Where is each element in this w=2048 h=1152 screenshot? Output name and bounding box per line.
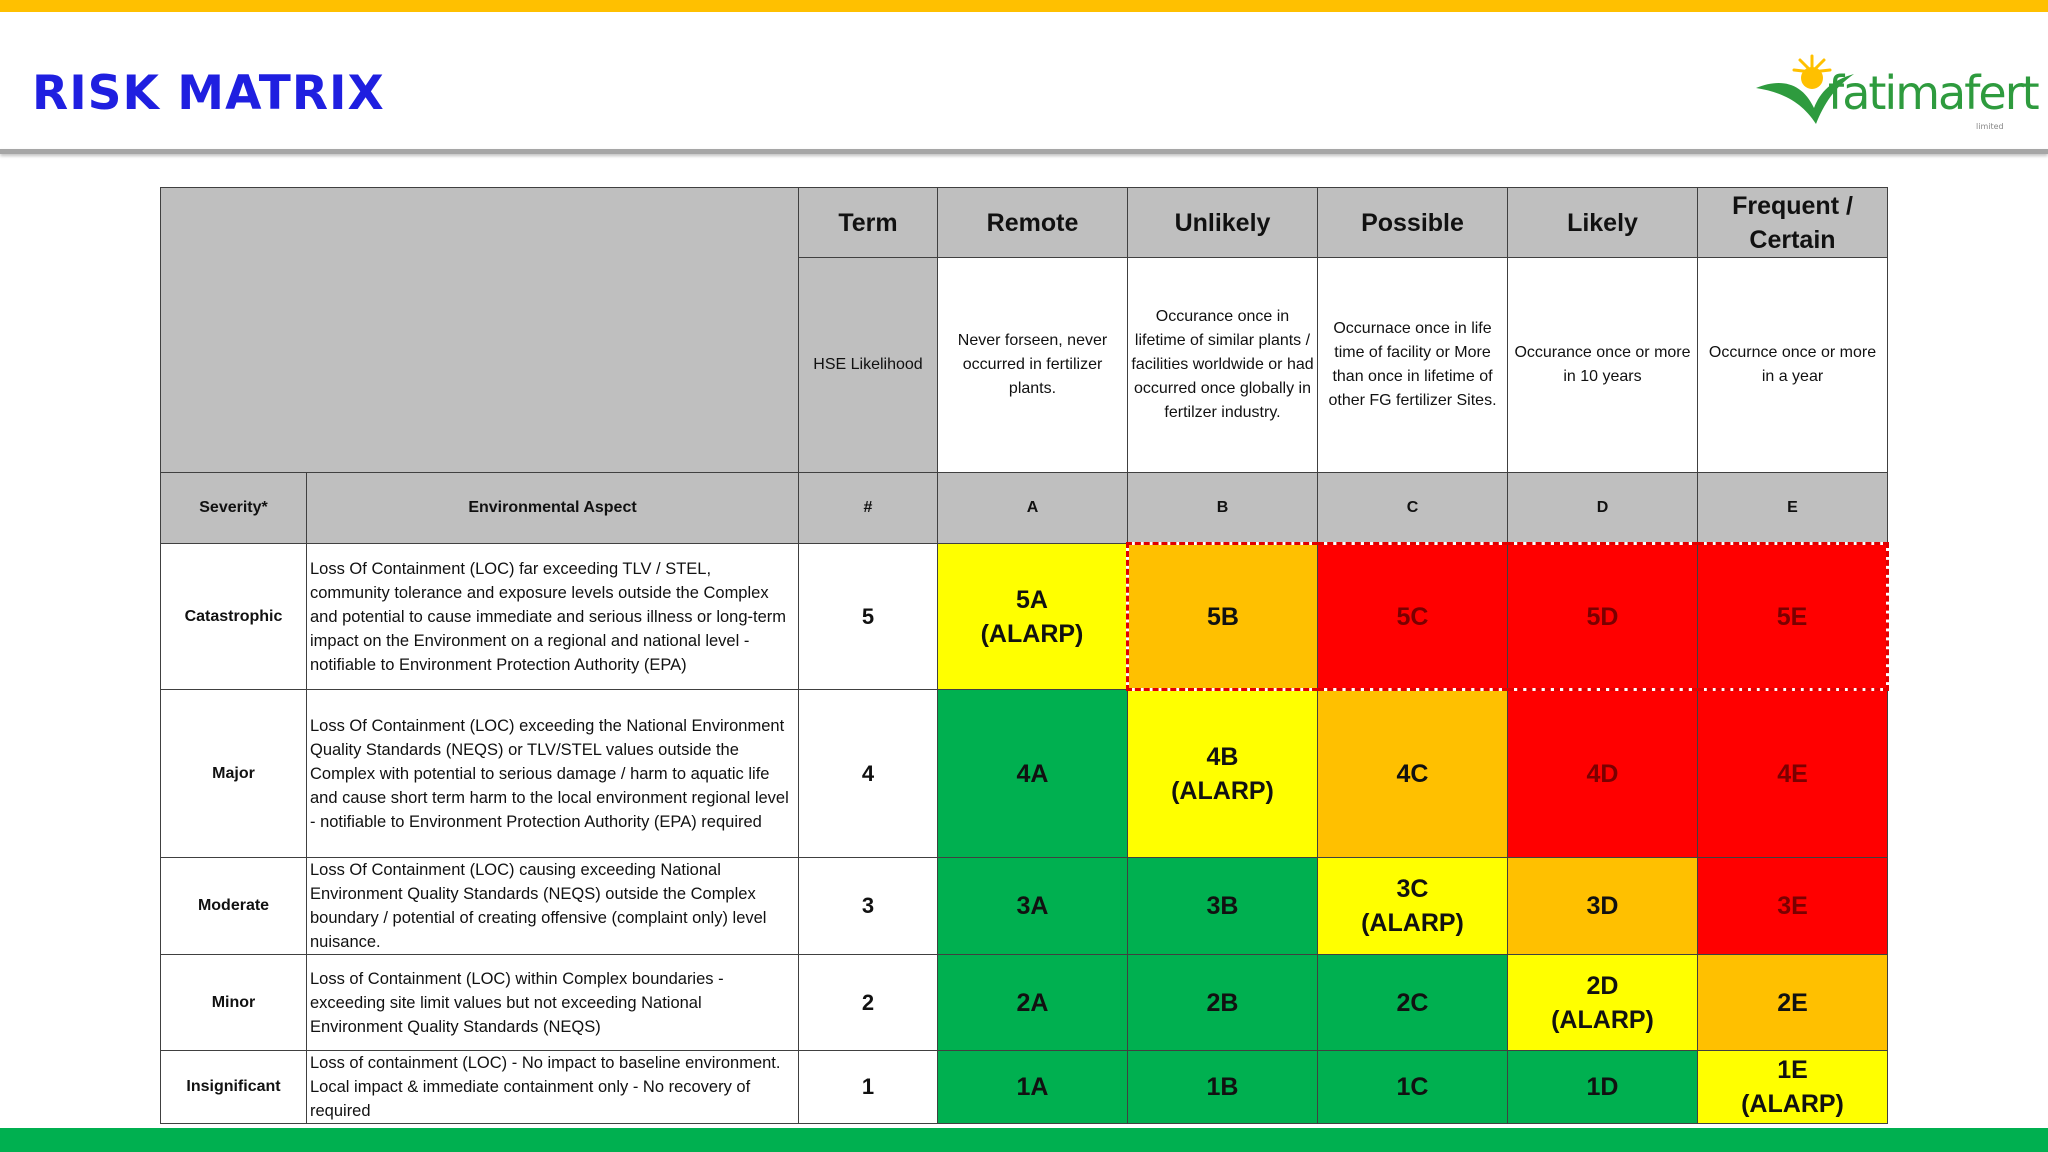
likelihood-description-b: Occurance once in lifetime of similar plants / facilities worldwide or had occurred once globally in fertilzer industry.	[1128, 258, 1318, 473]
severity-header: Severity*	[161, 473, 307, 544]
top-accent-bar	[0, 0, 2048, 12]
risk-cell-4e	[1698, 690, 1888, 858]
risk-code: 4C	[1396, 760, 1429, 788]
number-header: #	[799, 473, 938, 544]
risk-cell-3b	[1128, 858, 1318, 955]
severity-label: Major	[161, 690, 307, 858]
likelihood-description-c: Occurnace once in life time of facility or More than once in lifetime of other FG fertilizer Sites.	[1318, 258, 1508, 473]
risk-cell-5c	[1318, 544, 1508, 690]
risk-code: 1A	[1016, 1073, 1049, 1101]
likelihood-description-d: Occurance once or more in 10 years	[1508, 258, 1698, 473]
environmental-aspect-text: Loss of containment (LOC) - No impact to baseline environment. Local impact & immediate containment only - No recovery of required	[307, 1051, 799, 1124]
severity-row-1	[161, 1051, 1888, 1124]
header-divider	[0, 149, 2048, 154]
severity-row-4	[161, 690, 1888, 858]
risk-code: 3C	[1396, 875, 1429, 903]
risk-cell-3a	[938, 858, 1128, 955]
environmental-aspect-text: Loss of Containment (LOC) within Complex boundaries - exceeding site limit values but not exceeding National Environment Quality Standards (NEQS)	[307, 955, 799, 1051]
logo-wordmark: fatimafert	[1828, 66, 2038, 120]
column-label-row	[161, 473, 1888, 544]
likelihood-term-d: Likely	[1508, 188, 1698, 258]
risk-cell-4c	[1318, 690, 1508, 858]
likelihood-term-a: Remote	[938, 188, 1128, 258]
risk-cell-1a	[938, 1051, 1128, 1124]
likelihood-term-b: Unlikely	[1128, 188, 1318, 258]
likelihood-code-b: B	[1128, 473, 1318, 544]
likelihood-term-row	[161, 188, 1888, 258]
risk-cell-2e	[1698, 955, 1888, 1051]
risk-code: 2E	[1777, 988, 1808, 1017]
severity-label: Catastrophic	[161, 544, 307, 690]
risk-cell-1e	[1698, 1051, 1888, 1124]
likelihood-code-a: A	[938, 473, 1128, 544]
risk-matrix-table	[160, 187, 1889, 1124]
alarp-note: (ALARP)	[1551, 1005, 1654, 1034]
severity-number: 1	[799, 1051, 938, 1124]
risk-cell-2d	[1508, 955, 1698, 1051]
risk-code: 4A	[1016, 759, 1049, 788]
severity-label: Minor	[161, 955, 307, 1051]
alarp-note: (ALARP)	[1171, 777, 1274, 805]
risk-cell-2a	[938, 955, 1128, 1051]
risk-cell-2c	[1318, 955, 1508, 1051]
risk-cell-1d	[1508, 1051, 1698, 1124]
company-logo	[1750, 48, 2038, 134]
severity-label: Moderate	[161, 858, 307, 955]
risk-code: 5A	[1016, 585, 1048, 614]
risk-code: 2B	[1206, 988, 1239, 1017]
risk-cell-4a	[938, 690, 1128, 858]
risk-cell-5a	[938, 544, 1128, 690]
page-header	[0, 12, 2048, 150]
environmental-aspect-text: Loss Of Containment (LOC) far exceeding TLV / STEL, community tolerance and exposure levels outside the Complex and potential to cause immediate and serious illness or long-term impact on the Environment on a regional and national level - notifiable to Environment Protection Authority (EPA)	[307, 544, 799, 690]
risk-code: 4B	[1206, 743, 1239, 771]
severity-row-3	[161, 858, 1888, 955]
page-title: RISK MATRIX	[32, 66, 385, 121]
risk-code: 1E	[1777, 1056, 1808, 1084]
risk-code: 5C	[1396, 602, 1429, 631]
risk-cell-3c	[1318, 858, 1508, 955]
risk-code: 3A	[1016, 892, 1049, 920]
likelihood-term-c: Possible	[1318, 188, 1508, 258]
severity-number: 5	[799, 544, 938, 690]
risk-code: 1D	[1586, 1073, 1619, 1101]
risk-code: 5D	[1586, 602, 1619, 631]
severity-row-5	[161, 544, 1888, 690]
severity-number: 4	[799, 690, 938, 858]
risk-code: 1C	[1396, 1073, 1429, 1101]
risk-cell-4b	[1128, 690, 1318, 858]
risk-code: 2A	[1016, 988, 1049, 1017]
risk-cell-1c	[1318, 1051, 1508, 1124]
severity-row-2	[161, 955, 1888, 1051]
risk-cell-1b	[1128, 1051, 1318, 1124]
risk-cell-5e	[1698, 544, 1888, 690]
risk-cell-4d	[1508, 690, 1698, 858]
bottom-accent-bar	[0, 1128, 2048, 1152]
risk-code: 1B	[1206, 1073, 1239, 1101]
matrix-corner-blank	[161, 188, 799, 473]
likelihood-description-e: Occurnce once or more in a year	[1698, 258, 1888, 473]
logo-subtext: limited	[1976, 122, 2004, 131]
environmental-aspect-header: Environmental Aspect	[307, 473, 799, 544]
risk-code: 4D	[1586, 760, 1619, 788]
term-header: Term	[799, 188, 938, 258]
risk-cell-3e	[1698, 858, 1888, 955]
risk-code: 5E	[1776, 602, 1808, 631]
severity-label: Insignificant	[161, 1051, 307, 1124]
risk-code: 2D	[1586, 971, 1619, 1000]
hse-likelihood-label: HSE Likelihood	[799, 258, 938, 473]
risk-cell-3d	[1508, 858, 1698, 955]
risk-code: 3D	[1586, 892, 1619, 920]
likelihood-code-c: C	[1318, 473, 1508, 544]
severity-number: 3	[799, 858, 938, 955]
risk-cell-5d	[1508, 544, 1698, 690]
alarp-note: (ALARP)	[1361, 909, 1464, 937]
risk-code: 3E	[1777, 892, 1808, 920]
risk-code: 4E	[1777, 760, 1808, 788]
likelihood-code-d: D	[1508, 473, 1698, 544]
environmental-aspect-text: Loss Of Containment (LOC) exceeding the National Environment Quality Standards (NEQS) or TLV/STEL values outside the Complex with potential to serious damage / harm to aquatic life and cause short term harm to the local environment regional level - notifiable to Environment Protection Authority (EPA) required	[307, 690, 799, 858]
risk-cell-5b	[1128, 544, 1318, 690]
likelihood-description-a: Never forseen, never occurred in fertilizer plants.	[938, 258, 1128, 473]
risk-code: 5B	[1207, 602, 1239, 631]
environmental-aspect-text: Loss Of Containment (LOC) causing exceeding National Environment Quality Standards (NEQS) outside the Complex boundary / potential of creating offensive (complaint only) level nuisance.	[307, 858, 799, 955]
risk-code: 2C	[1396, 988, 1429, 1017]
alarp-note: (ALARP)	[980, 619, 1084, 648]
risk-code: 3B	[1206, 892, 1239, 920]
severity-number: 2	[799, 955, 938, 1051]
likelihood-code-e: E	[1698, 473, 1888, 544]
likelihood-term-e: Frequent / Certain	[1698, 188, 1888, 258]
alarp-note: (ALARP)	[1741, 1090, 1844, 1118]
risk-cell-2b	[1128, 955, 1318, 1051]
